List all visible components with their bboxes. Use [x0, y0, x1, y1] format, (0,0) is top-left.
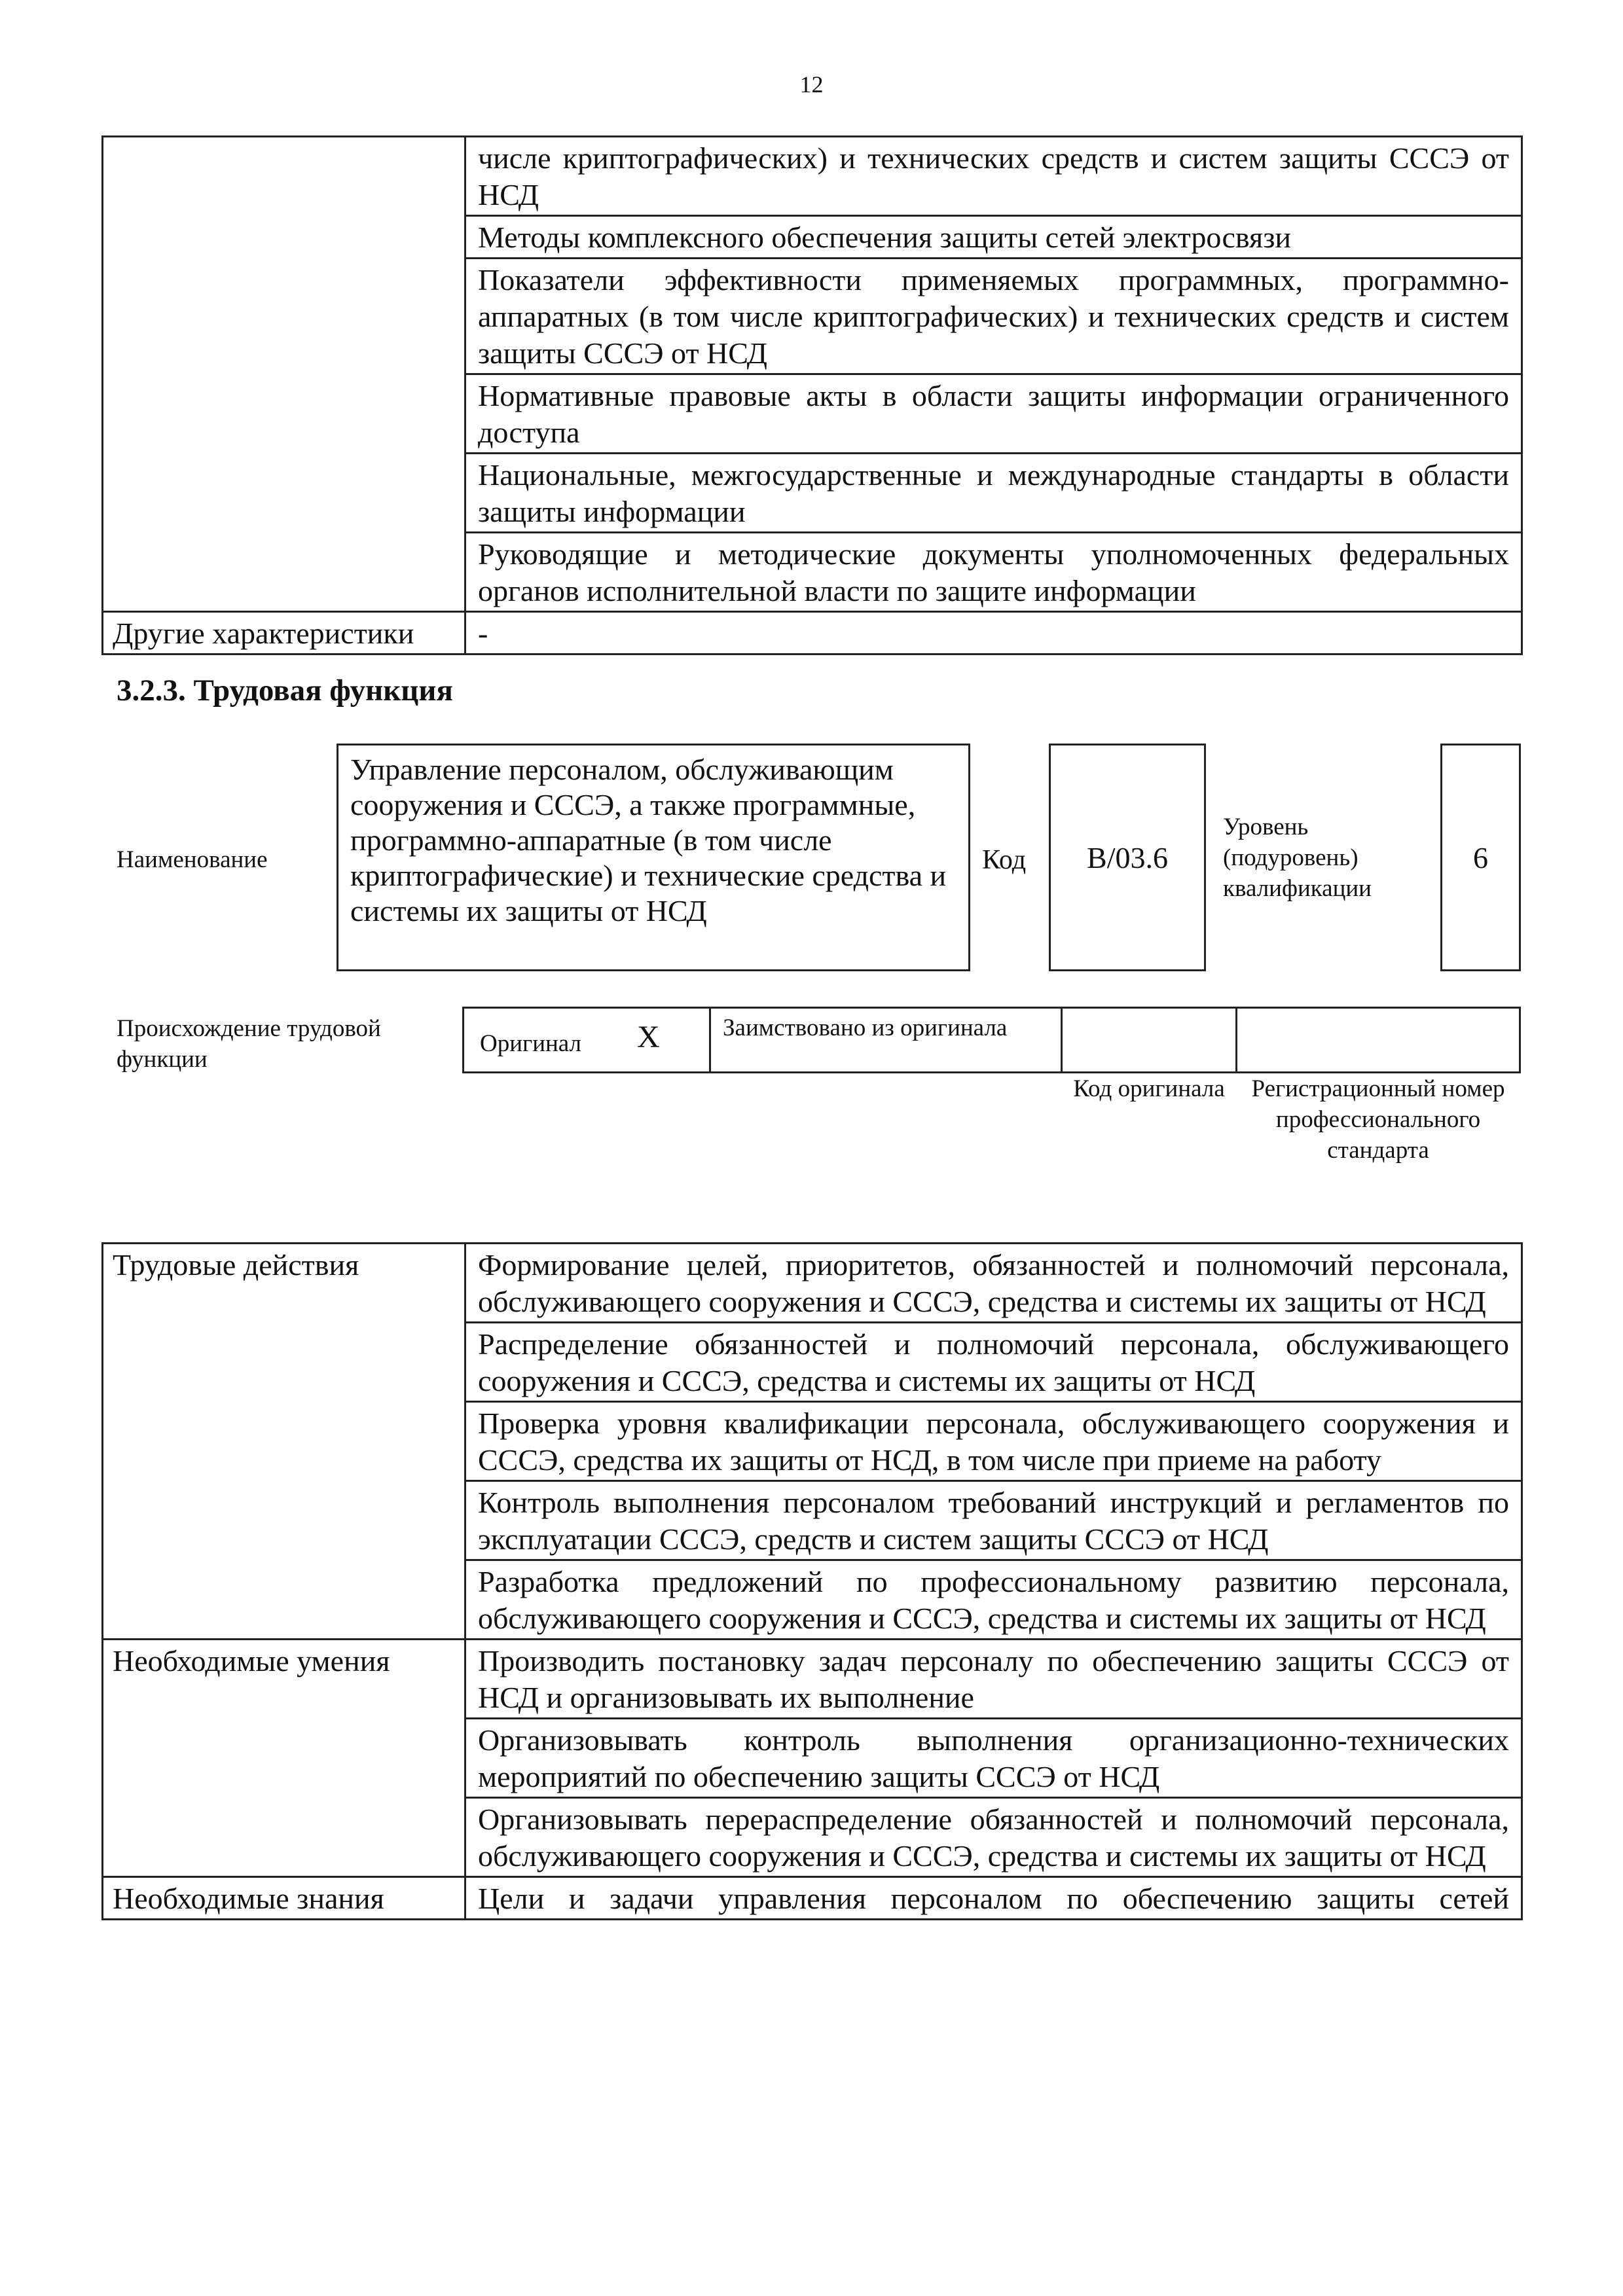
table-cell: Руководящие и методические документы уполномоченных федеральных органов исполнительной власти по защите информации: [465, 533, 1522, 612]
origin-registration-cell: [1235, 1007, 1521, 1073]
table-cell: Разработка предложений по профессиональному развитию персонала, обслуживающего сооружения и СССЭ, средства и системы их защиты от НСД: [465, 1560, 1522, 1640]
table-cell: Производить постановку задач персоналу по обеспечению защиты СССЭ от НСД и организовывать их выполнение: [465, 1640, 1522, 1719]
table-cell: Показатели эффективности применяемых программных, программно-аппаратных (в том числе криптографических) и технических средств и систем защиты СССЭ от НСД: [465, 259, 1522, 374]
origin-borrowed-cell: [709, 1007, 1063, 1073]
labor-function-table: [101, 1242, 1523, 1920]
requirements-table-continuation: [101, 135, 1523, 655]
table-cell: Формирование целей, приоритетов, обязанностей и полномочий персонала, обслуживающего сооружения и СССЭ, средства и системы их защиты от НСД: [465, 1244, 1522, 1323]
table-cell: Методы комплексного обеспечения защиты сетей электросвязи: [465, 216, 1522, 259]
origin-original-mark: X: [637, 1020, 660, 1054]
empty-label-cell: [103, 137, 465, 612]
table-cell: Организовывать контроль выполнения организационно-технических мероприятий по обеспечению защиты СССЭ от НСД: [465, 1719, 1522, 1798]
code-original-caption: Код оригинала: [1073, 1075, 1225, 1102]
table-cell: Цели и задачи управления персоналом по обеспечению защиты сетей: [465, 1877, 1522, 1920]
origin-row: [462, 1007, 1521, 1073]
page-number: 12: [799, 71, 824, 98]
name-label: Наименование: [117, 846, 268, 873]
other-characteristics-label: Другие характеристики: [103, 612, 465, 655]
function-name-box: Управление персоналом, обслуживающим сооружения и СССЭ, а также программные, программно-аппаратные (в том числе криптографические) и технические средства и системы их защиты от НСД: [337, 744, 970, 971]
table-cell: Проверка уровня квалификации персонала, обслуживающего сооружения и СССЭ, средства их защиты от НСД, в том числе при приеме на работу: [465, 1402, 1522, 1481]
table-cell: Распределение обязанностей и полномочий персонала, обслуживающего сооружения и СССЭ, средства и системы их защиты от НСД: [465, 1323, 1522, 1402]
qualification-level-label: Уровень (подуровень) квалификации: [1223, 814, 1372, 902]
labor-actions-label: Трудовые действия: [103, 1244, 465, 1640]
origin-original-label: Оригинал: [480, 1030, 582, 1057]
section-title: 3.2.3. Трудовая функция: [117, 673, 453, 708]
origin-original-cell: [462, 1007, 711, 1073]
origin-label: Происхождение трудовой функции: [117, 1015, 381, 1073]
origin-code-cell: [1061, 1007, 1237, 1073]
registration-number-caption: Регистрационный номер профессионального стандарта: [1251, 1075, 1505, 1164]
knowledge-label: Необходимые знания: [103, 1877, 465, 1920]
table-cell: числе криптографических) и технических средств и систем защиты СССЭ от НСД: [465, 137, 1522, 216]
table-cell: Контроль выполнения персоналом требований инструкций и регламентов по эксплуатации СССЭ, средств и систем защиты СССЭ от НСД: [465, 1481, 1522, 1560]
table-cell: Национальные, межгосударственные и международные стандарты в области защиты информации: [465, 454, 1522, 533]
table-cell: Организовывать перераспределение обязанностей и полномочий персонала, обслуживающего сооружения и СССЭ, средства и системы их защиты от НСД: [465, 1798, 1522, 1877]
code-label: Код: [982, 845, 1027, 875]
origin-borrowed-label: Заимствовано из оригинала: [723, 1014, 1008, 1041]
qualification-level-box: 6: [1440, 744, 1521, 971]
code-box: B/03.6: [1049, 744, 1206, 971]
other-characteristics-value: -: [465, 612, 1522, 655]
skills-label: Необходимые умения: [103, 1640, 465, 1877]
table-cell: Нормативные правовые акты в области защиты информации ограниченного доступа: [465, 374, 1522, 454]
